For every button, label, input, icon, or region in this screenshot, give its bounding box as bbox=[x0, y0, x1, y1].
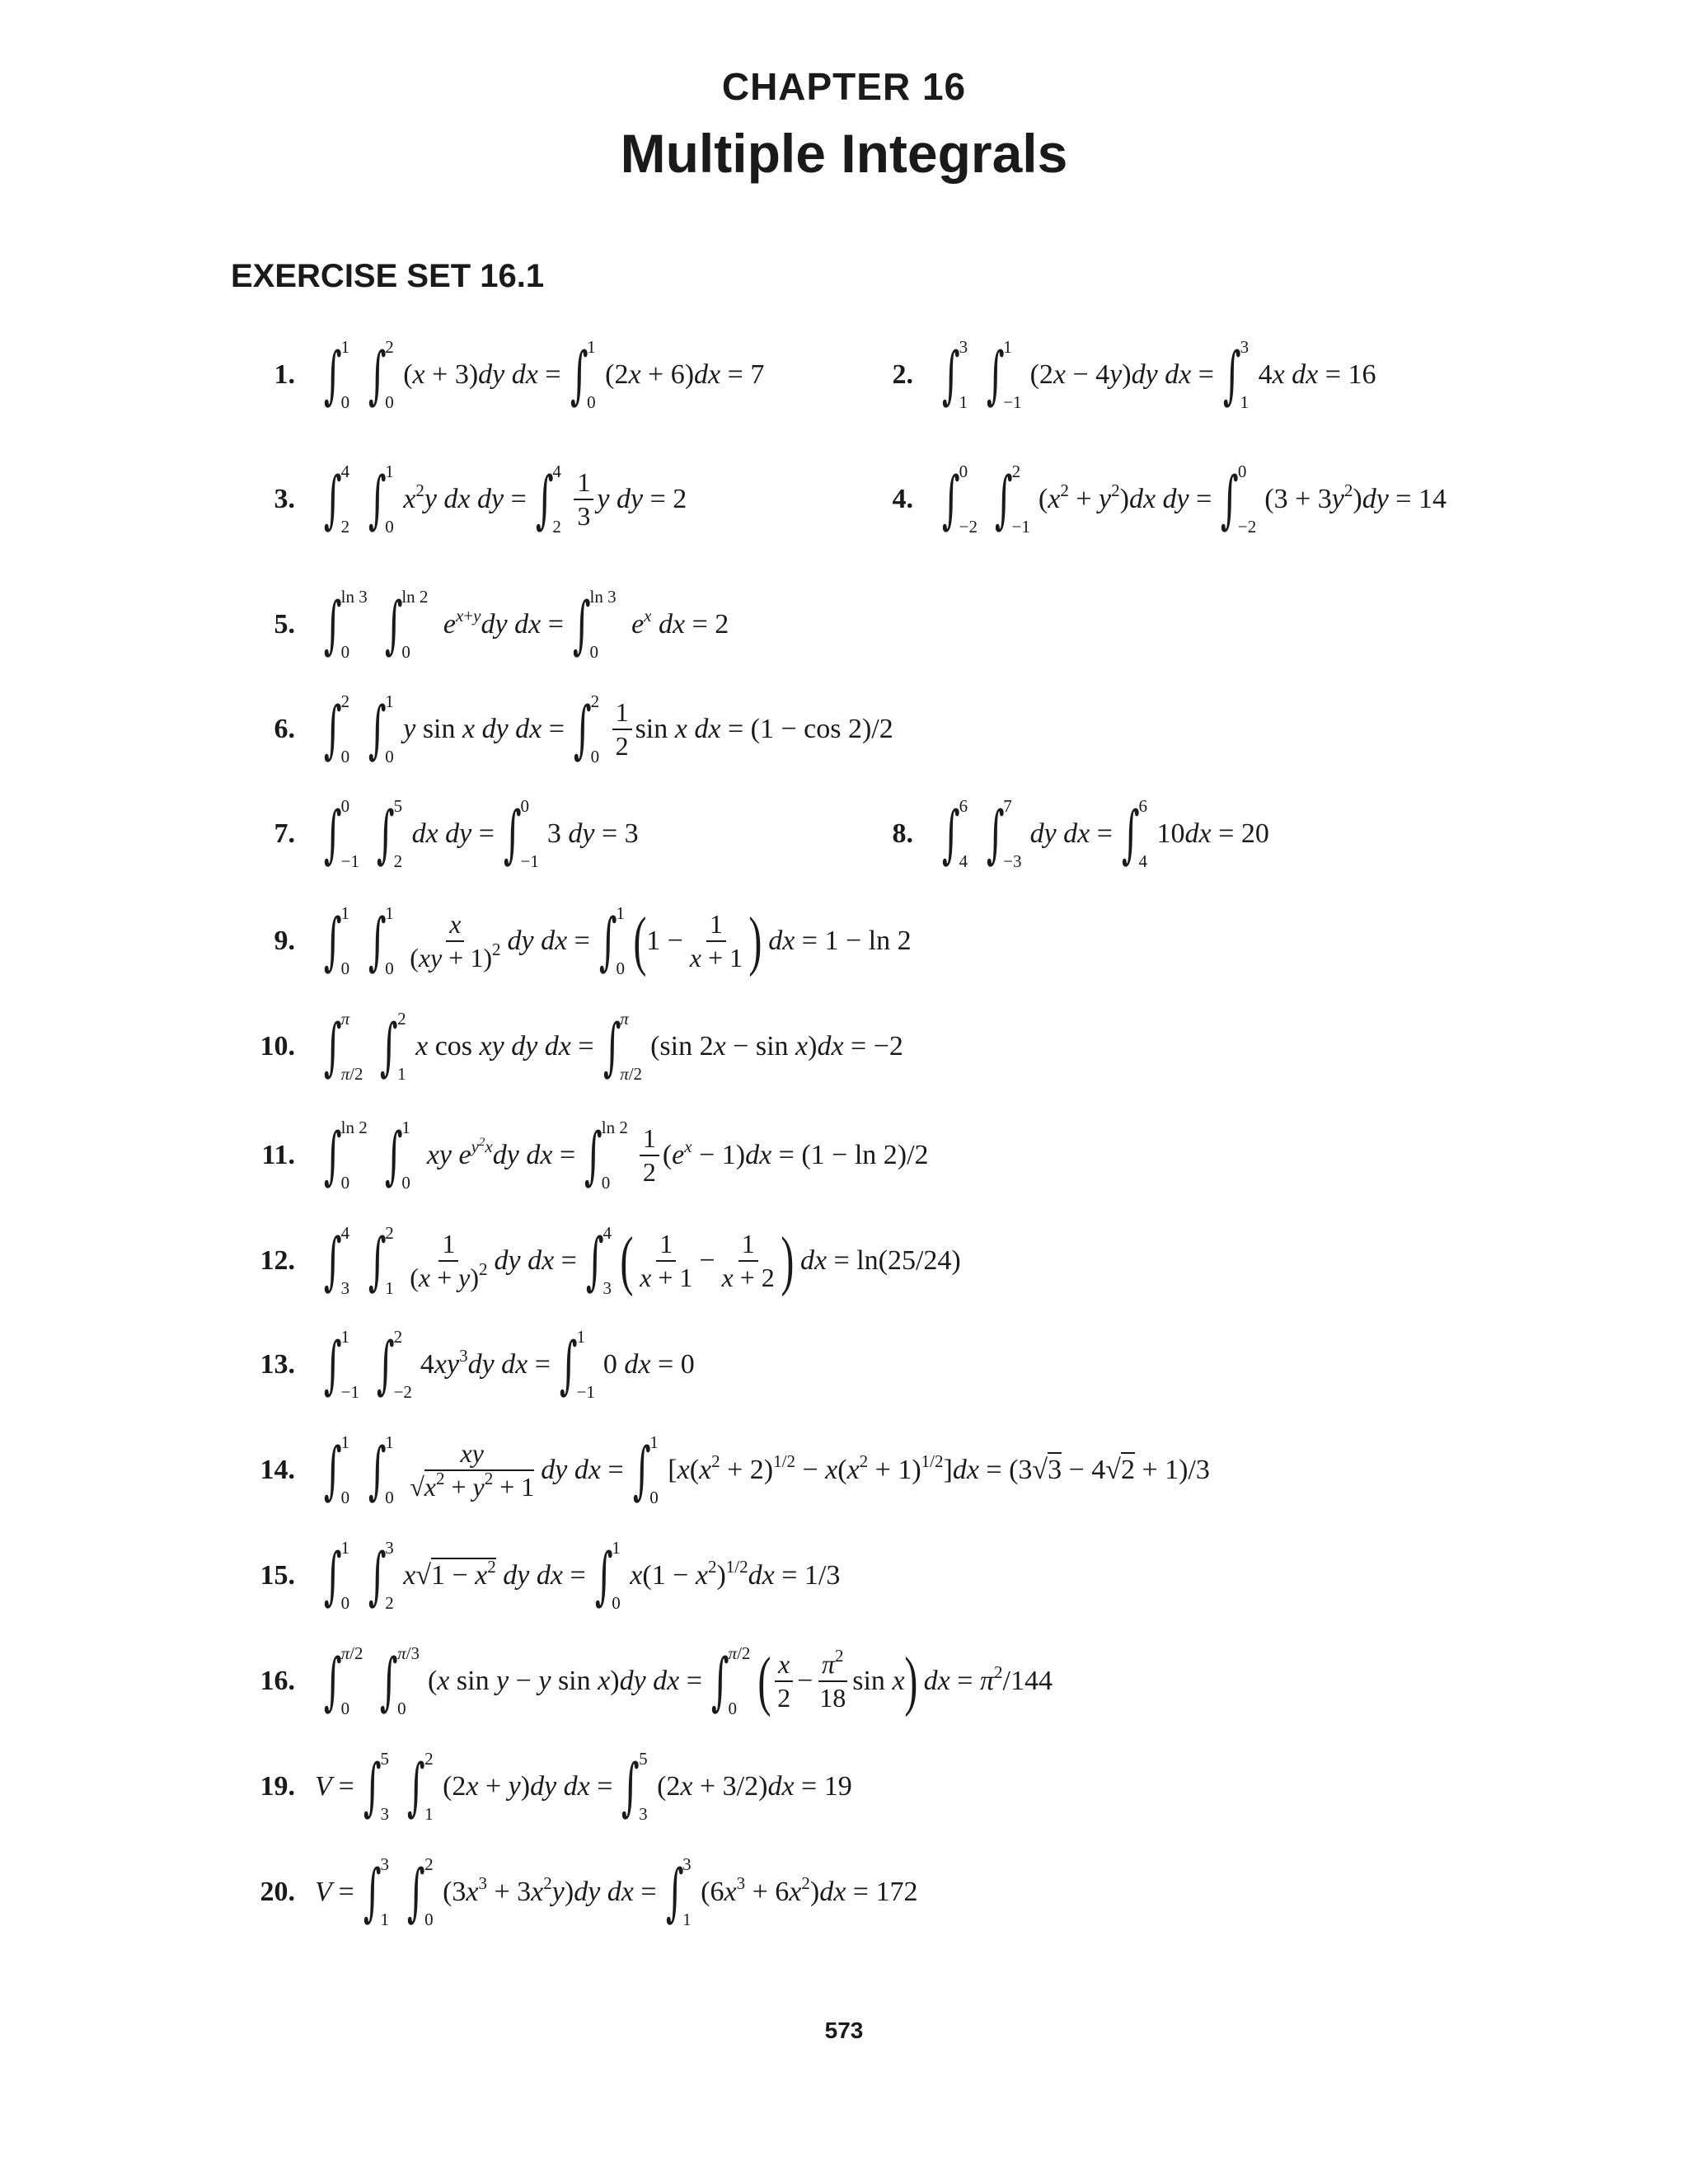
chapter-label: CHAPTER 16 bbox=[721, 65, 967, 108]
exercise-number: 16. bbox=[260, 1666, 295, 1696]
exercise-number: 4. bbox=[892, 484, 913, 514]
page-number: 573 bbox=[824, 2018, 864, 2043]
exercise-6: 6. ∫ 2 0 ∫ 1 0 y sin x dy dx = ∫ 2 0 $\frac{1}{2}$ sin x dx = (1 − cos 2)/2 bbox=[231, 680, 893, 779]
chapter-title: Multiple Integrals bbox=[620, 123, 1068, 184]
exercise-12: 12. ∫ 4 3 ∫ 2 1 $\frac{1}{(x + y)^2}$ dy dx = ∫ 4 3 ( $\frac{1}{x + 1}$ − $\frac{1}{x + 2}$ ) dx = ln(25/24) bbox=[231, 1212, 961, 1310]
exercise-1: 1. ∫ 1 0 ∫ 2 0 (x + 3)dy dx = ∫ 1 0 (2x + 6)dx = 7 bbox=[231, 326, 764, 424]
exercise-15: 15. ∫ 1 0 ∫ 3 2 $x√1 - x^2$ dy dx = ∫ 1 0 $x(1 - x^2)^{1/2}dx = 1/3$ bbox=[231, 1526, 840, 1625]
exercise-number: 10. bbox=[260, 1031, 295, 1062]
exercise-number: 19. bbox=[260, 1771, 295, 1802]
exercise-number: 20. bbox=[260, 1877, 295, 1907]
exercise-number: 11. bbox=[261, 1140, 295, 1170]
exercise-number: 1. bbox=[274, 359, 295, 390]
exercise-20: 20. V = ∫ 3 1 ∫ 2 0 $(3x^3 + 3x^2y)dy$ dx = ∫ 3 1 $(6x^3 + 6x^2)dx = 172$ bbox=[231, 1843, 917, 1942]
exercise-2: 2. ∫ 3 1 ∫ 1 −1 (2x − 4y)dy dx = ∫ 3 1 4x dx = 16 bbox=[849, 326, 1376, 424]
exercise-5: 5. ∫ ln 3 0 ∫ ln 2 0 $e^{x+y}dy$ dx = ∫ ln 3 0 $e^x$ dx = 2 bbox=[231, 575, 729, 674]
exercise-3: 3. ∫ 4 2 ∫ 1 0 $x^2y$ dx dy = ∫ 4 2 $\frac{1}{3}$ y dy = 2 bbox=[231, 450, 687, 549]
section-title: EXERCISE SET 16.1 bbox=[231, 258, 545, 294]
exercise-9: 9. ∫ 1 0 ∫ 1 0 $\frac{x}{(xy + 1)^2}$ dy dx = ∫ 1 0 ( 1 − $\frac{1}{x + 1}$ ) dx = 1 − ln 2 bbox=[231, 892, 912, 991]
exercise-11: 11. ∫ ln 2 0 ∫ 1 0 xy $e^{y^2x}dy$ dx = ∫ ln 2 0 $\frac{1}{2}$ $(e^x - 1)dx = (1 - \ln 2)/2$ bbox=[231, 1106, 929, 1205]
exercise-number: 14. bbox=[260, 1455, 295, 1485]
exercise-number: 6. bbox=[274, 714, 295, 744]
exercise-number: 7. bbox=[274, 818, 295, 849]
exercise-16: 16. ∫ π/2 0 ∫ π/3 0 (x sin y − y sin x)dy dx = ∫ π/2 0 ( $\frac{x}{2}$ − $\frac{\pi^2}{18}$ sin x ) dx = $\pi^2/144$ bbox=[231, 1632, 1053, 1731]
exercise-19: 19. V = ∫ 5 3 ∫ 2 1 (2x + y)dy dx = ∫ 5 3 (2x + 3/2)dx = 19 bbox=[231, 1737, 852, 1836]
exercise-4: 4. ∫ 0 −2 ∫ 2 −1 $(x^2 + y^2)dx$ dy = ∫ 0 −2 $(3 + 3y^2)dy = 14$ bbox=[849, 450, 1447, 549]
exercise-number: 15. bbox=[260, 1560, 295, 1591]
exercise-7: 7. ∫ 0 −1 ∫ 5 2 dx dy = ∫ 0 −1 3 dy = 3 bbox=[231, 785, 639, 883]
exercise-number: 12. bbox=[260, 1245, 295, 1276]
exercise-number: 3. bbox=[274, 484, 295, 514]
exercise-number: 13. bbox=[260, 1349, 295, 1380]
exercise-14: 14. ∫ 1 0 ∫ 1 0 $\frac{xy}{√x^2 + y^2 + 1}$ dy dx = ∫ 1 0 $[x(x^2 + 2)^{1/2} - x(x^2 + 1)^{1/2}]dx = (3√3 - 4√2 + 1)/3$ bbox=[231, 1421, 1210, 1520]
exercise-8: 8. ∫ 6 4 ∫ 7 −3 dy dx = ∫ 6 4 10dx = 20 bbox=[849, 785, 1269, 883]
exercise-number: 5. bbox=[274, 609, 295, 640]
exercise-13: 13. ∫ 1 −1 ∫ 2 −2 $4xy^3dy$ dx = ∫ 1 −1 0 dx = 0 bbox=[231, 1315, 695, 1414]
exercise-number: 9. bbox=[274, 926, 295, 956]
exercise-10: 10. ∫ π π/2 ∫ 2 1 x cos xy dy dx = ∫ π π/2 (sin 2x − sin x)dx = −2 bbox=[231, 997, 903, 1096]
exercise-number: 8. bbox=[892, 818, 913, 849]
exercise-number: 2. bbox=[892, 359, 913, 390]
